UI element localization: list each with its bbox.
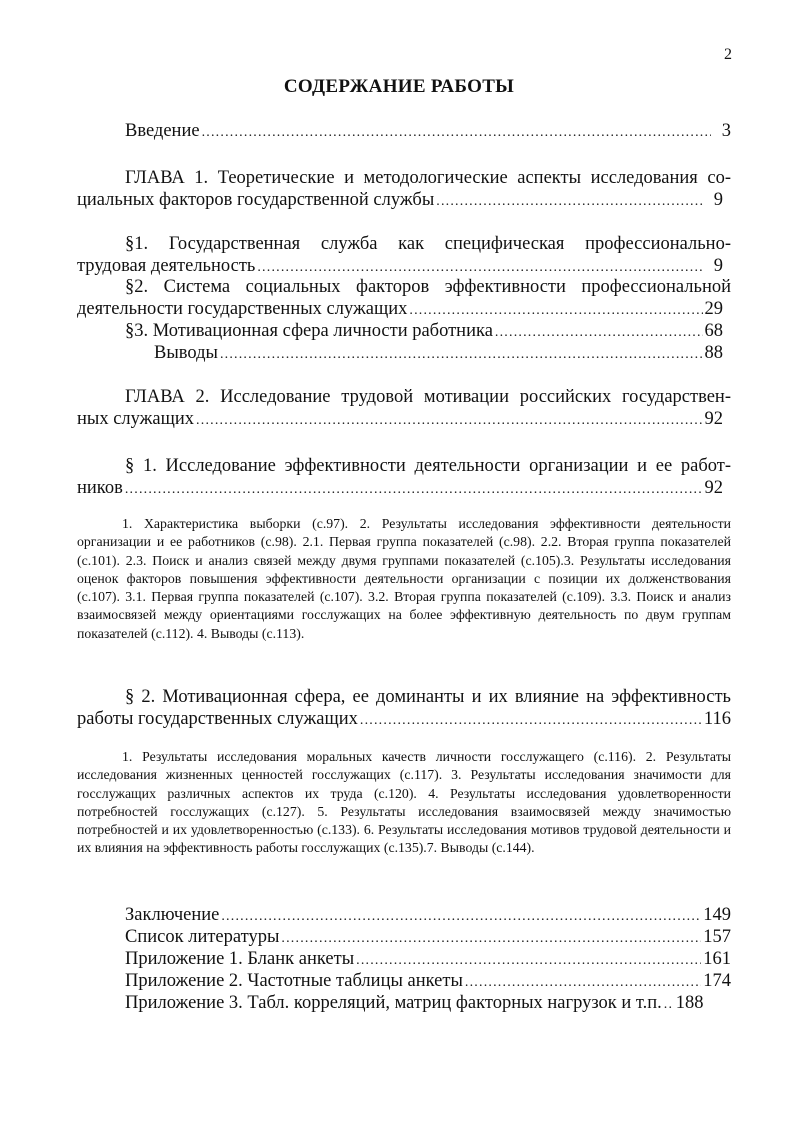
page-title: СОДЕРЖАНИЕ РАБОТЫ — [283, 76, 515, 97]
toc-section1-1-line1: §1. Государственная служба как специфическая профессионально- — [125, 234, 731, 254]
toc-page: 29 — [704, 299, 723, 319]
toc-page: 68 — [704, 321, 723, 341]
details-text: 1. Характеристика выборки (с.97). 2. Результаты исследования эффективности деятельности организации и ее работников (с.98). 2.1. Первая группа показателей (с.98). 2.2. Вторая группа показателей (с.101). 2.3. Поиск и анализ связей между двумя группами показателей (с.105).3. Результаты исследования оценок факторов повышения эффективности деятельности организации с позиции их долженствования (с.107). 3.1. Первая группа показателей (с.107). 3.2. Вторая группа показателей (с.109). 3.3. Поиск и анализ взаимосвязей между ориентациями госслужащих на более эффективную деятельность по двум группам показателей (с.112). 4. Выводы (с.113). — [77, 516, 731, 641]
toc-label: Выводы — [154, 343, 218, 363]
toc-label: циальных факторов государственной службы — [77, 190, 435, 210]
leader-dots — [436, 191, 703, 213]
toc-entry-appendix1 — [77, 948, 731, 972]
toc-page: 116 — [703, 709, 731, 729]
leader-dots — [360, 710, 702, 732]
details-text: 1. Результаты исследования моральных качеств личности госслужащего (с.116). 2. Результаты исследования жизненных ценностей госслужащих (с.117). 3. Результаты исследования значимости для госслужащих различных аспектов их труда (с.120). 4. Результаты исследования удовлетворенности потребностей госслужащих (с.127). 5. Результаты исследования взаимосвязей между значимостью потребностей и их удовлетворенностью (с.133). 6. Результаты исследования мотивов трудовой деятельности и их влияния на эффективность работы госслужащих (с.135).7. Выводы (с.144). — [77, 749, 731, 856]
toc-label: Список литературы — [125, 927, 280, 947]
toc-label: §3. Мотивационная сфера личности работника — [125, 321, 493, 341]
toc-entry-references — [77, 926, 731, 950]
toc-entry-appendix2 — [77, 970, 731, 994]
section2-2-details — [77, 748, 731, 858]
toc-page: 149 — [703, 905, 731, 925]
toc-chapter1-line1: ГЛАВА 1. Теоретические и методологические аспекты исследования со- — [125, 168, 731, 188]
toc-page: 157 — [703, 927, 731, 947]
toc-label: ников — [77, 478, 123, 498]
toc-page: 92 — [704, 409, 723, 429]
toc-page: 92 — [704, 478, 723, 498]
leader-dots — [495, 322, 703, 344]
toc-page: 3 — [721, 121, 731, 141]
toc-section2-2-line1: § 2. Мотивационная сфера, ее доминанты и их влияние на эффективность — [125, 687, 731, 707]
toc-entry-chapter1 — [77, 189, 723, 213]
toc-section1-2-line1: §2. Система социальных факторов эффективности профессиональной — [125, 277, 731, 297]
leader-dots — [196, 410, 702, 432]
toc-entry-section1-2 — [77, 298, 723, 322]
toc-label: Приложение 1. Бланк анкеты — [125, 949, 355, 969]
page-number: 2 — [724, 46, 732, 63]
toc-page: 174 — [703, 971, 731, 991]
toc-page: 9 — [713, 256, 723, 276]
toc-page: 161 — [703, 949, 731, 969]
toc-entry-chapter2 — [77, 408, 723, 432]
toc-label: деятельности государственных служащих — [77, 299, 408, 319]
toc-entry-intro — [77, 120, 731, 144]
leader-dots — [409, 300, 702, 322]
section2-1-details — [77, 515, 731, 643]
leader-dots — [465, 972, 701, 994]
leader-dots — [202, 122, 711, 144]
toc-entry-section2-2 — [77, 708, 731, 732]
leader-dots — [281, 928, 701, 950]
leader-dots — [664, 994, 674, 1016]
toc-label: трудовая деятельность — [77, 256, 256, 276]
toc-entry-appendix3 — [77, 992, 731, 1016]
toc-label: Заключение — [125, 905, 220, 925]
leader-dots — [220, 344, 703, 366]
toc-entry-section2-1 — [77, 477, 723, 501]
toc-label: ных служащих — [77, 409, 195, 429]
toc-label: Приложение 3. Табл. корреляций, матриц факторных нагрузок и т.п. — [125, 993, 662, 1013]
leader-dots — [356, 950, 701, 972]
toc-entry-conclusions1 — [77, 342, 723, 366]
leader-dots — [221, 906, 701, 928]
toc-label: Приложение 2. Частотные таблицы анкеты — [125, 971, 463, 991]
toc-entry-conclusion — [77, 904, 731, 928]
toc-page: 88 — [704, 343, 723, 363]
toc-section2-1-line1: § 1. Исследование эффективности деятельности организации и ее работ- — [125, 456, 731, 476]
toc-label: работы государственных служащих — [77, 709, 358, 729]
toc-chapter2-line1: ГЛАВА 2. Исследование трудовой мотивации российских государствен- — [125, 387, 731, 407]
toc-page: 9 — [713, 190, 723, 210]
leader-dots — [125, 479, 703, 501]
toc-entry-section1-3 — [77, 320, 723, 344]
toc-page: 188 — [675, 993, 704, 1013]
toc-label: Введение — [125, 121, 200, 141]
